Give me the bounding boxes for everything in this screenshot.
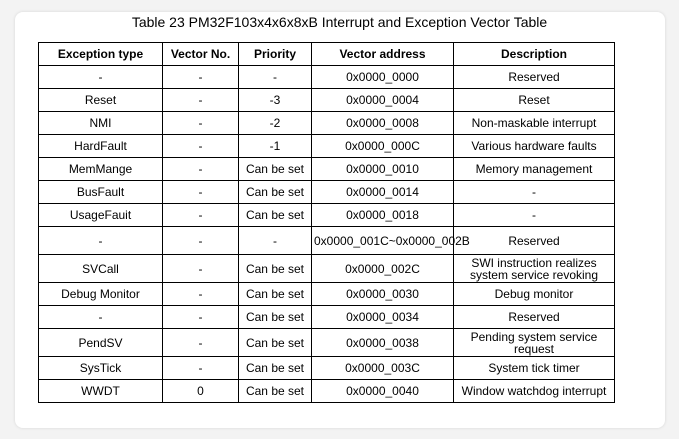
cell-vector-address: 0x0000_0008 [312,112,454,135]
cell-vector-address: 0x0000_0010 [312,158,454,181]
cell-description: - [454,204,615,227]
cell-description: Debug monitor [454,283,615,306]
table-row [39,380,615,403]
cell-description: Various hardware faults [454,135,615,158]
table-row [39,181,615,204]
cell-vector-address: 0x0000_0034 [312,306,454,329]
cell-vector-no: - [163,66,239,89]
cell-priority: Can be set [239,158,312,181]
cell-description: Pending system service request [454,329,615,357]
cell-vector-no: - [163,357,239,380]
table-row [39,112,615,135]
cell-priority: -1 [239,135,312,158]
cell-exception-type: Reset [39,89,163,112]
cell-vector-address: 0x0000_001C~0x0000_002B [312,227,454,255]
cell-description: Reserved [454,227,615,255]
cell-vector-address: 0x0000_0040 [312,380,454,403]
cell-description: SWI instruction realizes system service revoking [454,255,615,283]
cell-vector-address: 0x0000_0004 [312,89,454,112]
cell-vector-no: - [163,255,239,283]
column-header-vector-address: Vector address [312,43,454,66]
cell-priority: Can be set [239,283,312,306]
cell-description: Reserved [454,66,615,89]
table-row [39,204,615,227]
cell-vector-no: 0 [163,380,239,403]
header-row [39,43,615,66]
cell-exception-type: HardFault [39,135,163,158]
cell-exception-type: SysTick [39,357,163,380]
cell-exception-type: BusFault [39,181,163,204]
cell-vector-no: - [163,158,239,181]
column-header-vector-no: Vector No. [163,43,239,66]
cell-exception-type: - [39,306,163,329]
cell-priority: Can be set [239,181,312,204]
cell-exception-type: - [39,66,163,89]
table-row [39,89,615,112]
cell-description: Window watchdog interrupt [454,380,615,403]
cell-exception-type: Debug Monitor [39,283,163,306]
table-row [39,306,615,329]
cell-vector-no: - [163,329,239,357]
cell-exception-type: SVCall [39,255,163,283]
cell-priority: -2 [239,112,312,135]
table-row [39,135,615,158]
cell-exception-type: UsageFauit [39,204,163,227]
cell-vector-no: - [163,283,239,306]
cell-priority: Can be set [239,329,312,357]
cell-vector-address: 0x0000_0038 [312,329,454,357]
cell-vector-no: - [163,306,239,329]
table-row [39,329,615,357]
cell-vector-address: 0x0000_002C [312,255,454,283]
cell-vector-no: - [163,181,239,204]
cell-priority: Can be set [239,255,312,283]
table-row [39,357,615,380]
table-row [39,227,615,255]
table-row [39,66,615,89]
cell-priority: - [239,66,312,89]
vector-table [38,42,615,403]
cell-priority: Can be set [239,204,312,227]
cell-vector-address: 0x0000_0018 [312,204,454,227]
cell-vector-address: 0x0000_000C [312,135,454,158]
cell-vector-address: 0x0000_0014 [312,181,454,204]
cell-priority: -3 [239,89,312,112]
cell-description: - [454,181,615,204]
table-row [39,283,615,306]
cell-vector-no: - [163,135,239,158]
cell-priority: Can be set [239,306,312,329]
cell-priority: Can be set [239,380,312,403]
cell-description: System tick timer [454,357,615,380]
cell-priority: - [239,227,312,255]
column-header-priority: Priority [239,43,312,66]
column-header-exception-type: Exception type [39,43,163,66]
cell-exception-type: NMI [39,112,163,135]
cell-description: Memory management [454,158,615,181]
table-caption: Table 23 PM32F103x4x6x8xB Interrupt and Exception Vector Table [131,14,548,30]
cell-description: Reserved [454,306,615,329]
cell-vector-address: 0x0000_003C [312,357,454,380]
table-row [39,255,615,283]
cell-exception-type: MemMange [39,158,163,181]
table-row [39,158,615,181]
cell-description: Non-maskable interrupt [454,112,615,135]
cell-vector-no: - [163,204,239,227]
cell-exception-type: WWDT [39,380,163,403]
cell-vector-address: 0x0000_0000 [312,66,454,89]
cell-vector-no: - [163,227,239,255]
cell-exception-type: - [39,227,163,255]
cell-vector-no: - [163,112,239,135]
cell-vector-no: - [163,89,239,112]
column-header-description: Description [454,43,615,66]
cell-exception-type: PendSV [39,329,163,357]
cell-priority: Can be set [239,357,312,380]
cell-description: Reset [454,89,615,112]
watermark-logo [579,411,659,431]
cell-vector-address: 0x0000_0030 [312,283,454,306]
